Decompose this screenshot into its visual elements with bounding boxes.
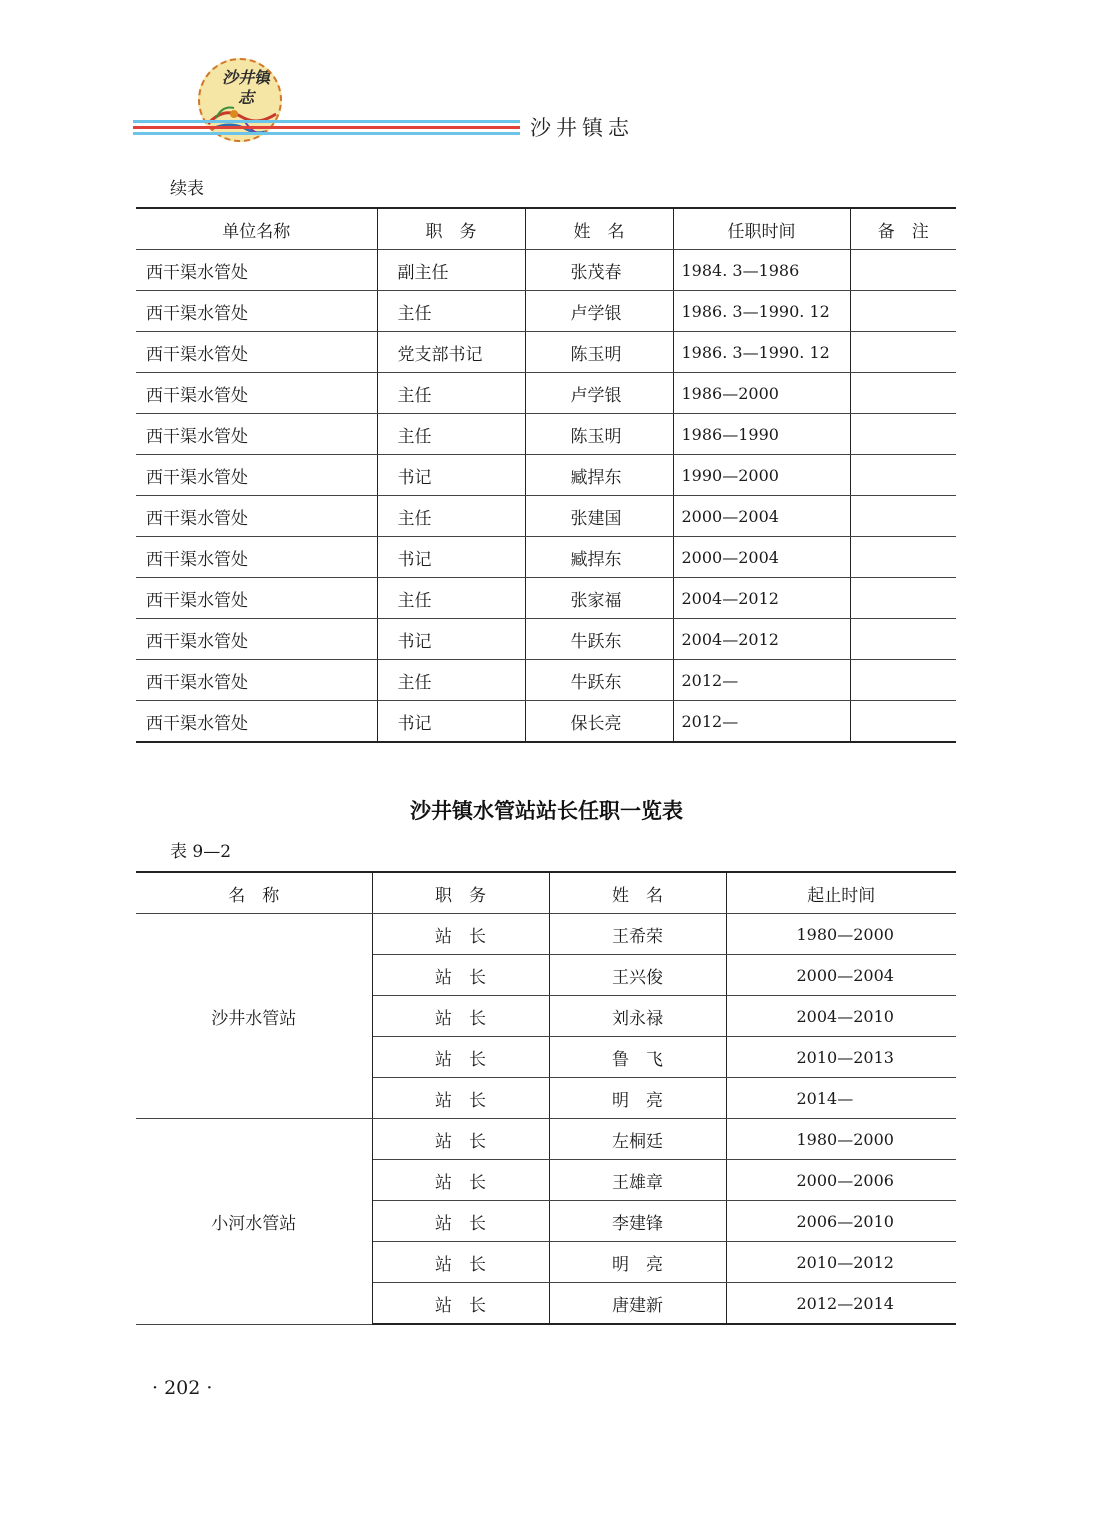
table-cell: 1986. 3—1990. 12	[673, 291, 850, 332]
table-cell: 西干渠水管处	[136, 537, 377, 578]
table2-header-cell: 职 务	[372, 872, 549, 914]
table-row	[136, 914, 956, 955]
table1-header-cell: 姓 名	[525, 208, 673, 250]
table2-header-cell: 起止时间	[726, 872, 956, 914]
table2-caption: 表 9—2	[170, 842, 232, 862]
table-cell	[850, 373, 956, 414]
table-cell: 2014—	[726, 1078, 956, 1119]
table-cell: 2012—	[673, 660, 850, 701]
table-row	[136, 250, 956, 291]
table-cell: 站 长	[372, 1037, 549, 1078]
table-cell: 党支部书记	[377, 332, 525, 373]
table-cell: 2012—2014	[726, 1283, 956, 1325]
table-cell	[850, 537, 956, 578]
header-rule-blue	[133, 120, 520, 123]
table-cell: 书记	[377, 455, 525, 496]
table-cell: 陈玉明	[525, 414, 673, 455]
table-row	[136, 701, 956, 743]
table2-header-row	[136, 872, 956, 914]
table-cell	[850, 414, 956, 455]
table-cell: 牛跃东	[525, 619, 673, 660]
table-cell	[850, 455, 956, 496]
table-row	[136, 660, 956, 701]
logo-text: 沙井镇志	[221, 68, 270, 107]
table1	[136, 207, 956, 743]
table-cell: 2010—2012	[726, 1242, 956, 1283]
table-cell: 主任	[377, 578, 525, 619]
station-name-cell: 沙井水管站	[136, 914, 372, 1119]
table-cell: 1980—2000	[726, 914, 956, 955]
table-cell: 站 长	[372, 1078, 549, 1119]
table-cell: 卢学银	[525, 373, 673, 414]
table-cell: 1980—2000	[726, 1119, 956, 1160]
table-cell: 西干渠水管处	[136, 455, 377, 496]
table-cell: 站 长	[372, 1242, 549, 1283]
table-row	[136, 455, 956, 496]
table1-body	[136, 250, 956, 743]
table-cell: 臧捍东	[525, 455, 673, 496]
table1-caption: 续表	[170, 179, 204, 199]
table-cell: 1986—2000	[673, 373, 850, 414]
table-cell: 书记	[377, 537, 525, 578]
table-row	[136, 332, 956, 373]
table2-header-cell: 姓 名	[549, 872, 726, 914]
table1-header-cell: 备 注	[850, 208, 956, 250]
table-cell: 西干渠水管处	[136, 660, 377, 701]
table-cell: 保长亮	[525, 701, 673, 743]
table-row	[136, 619, 956, 660]
table-cell	[850, 291, 956, 332]
table-cell: 2000—2004	[726, 955, 956, 996]
page-number: · 202 ·	[152, 1377, 213, 1399]
table-cell: 李建锋	[549, 1201, 726, 1242]
table-row	[136, 291, 956, 332]
table-cell: 西干渠水管处	[136, 250, 377, 291]
table1-header-cell: 单位名称	[136, 208, 377, 250]
table-cell: 站 长	[372, 914, 549, 955]
table-cell: 王雄章	[549, 1160, 726, 1201]
table-cell: 西干渠水管处	[136, 496, 377, 537]
table2-body	[136, 914, 956, 1325]
logo	[198, 58, 282, 142]
table-row	[136, 578, 956, 619]
table-cell: 牛跃东	[525, 660, 673, 701]
table-cell: 主任	[377, 414, 525, 455]
station-name-cell: 小河水管站	[136, 1119, 372, 1325]
table1-header-row	[136, 208, 956, 250]
table-cell	[850, 496, 956, 537]
table-cell: 西干渠水管处	[136, 619, 377, 660]
table-cell: 站 长	[372, 955, 549, 996]
table-cell: 2004—2012	[673, 578, 850, 619]
table-cell: 2006—2010	[726, 1201, 956, 1242]
table-cell: 书记	[377, 619, 525, 660]
table-cell: 2004—2010	[726, 996, 956, 1037]
table-cell: 刘永禄	[549, 996, 726, 1037]
table-cell: 西干渠水管处	[136, 414, 377, 455]
table-cell: 主任	[377, 496, 525, 537]
table-cell: 2000—2004	[673, 496, 850, 537]
header-rule-blue-lower	[133, 132, 520, 135]
table-cell: 主任	[377, 373, 525, 414]
table-cell: 1984. 3—1986	[673, 250, 850, 291]
table-cell: 1986—1990	[673, 414, 850, 455]
table-cell: 明 亮	[549, 1078, 726, 1119]
table-cell	[850, 578, 956, 619]
table-cell: 左桐廷	[549, 1119, 726, 1160]
table-cell: 西干渠水管处	[136, 332, 377, 373]
table1-header-cell: 任职时间	[673, 208, 850, 250]
table-cell	[850, 619, 956, 660]
table2-header-cell: 名 称	[136, 872, 372, 914]
table-cell: 主任	[377, 660, 525, 701]
table-cell: 臧捍东	[525, 537, 673, 578]
table-cell	[850, 660, 956, 701]
table-row	[136, 414, 956, 455]
table-cell	[850, 250, 956, 291]
table-cell: 书记	[377, 701, 525, 743]
table-cell: 站 长	[372, 1201, 549, 1242]
page-header	[0, 0, 1093, 150]
table-cell: 明 亮	[549, 1242, 726, 1283]
table-cell: 2012—	[673, 701, 850, 743]
table-cell	[850, 332, 956, 373]
table-cell: 站 长	[372, 1283, 549, 1325]
table-cell: 2010—2013	[726, 1037, 956, 1078]
table-cell: 站 长	[372, 996, 549, 1037]
table-cell: 鲁 飞	[549, 1037, 726, 1078]
table-cell: 1986. 3—1990. 12	[673, 332, 850, 373]
table-cell: 西干渠水管处	[136, 701, 377, 743]
table-cell: 张茂春	[525, 250, 673, 291]
header-rule-red	[133, 126, 520, 129]
table-row	[136, 1119, 956, 1160]
table-cell: 张家福	[525, 578, 673, 619]
table-cell: 站 长	[372, 1119, 549, 1160]
table-cell: 西干渠水管处	[136, 291, 377, 332]
table-cell: 西干渠水管处	[136, 578, 377, 619]
table-row	[136, 496, 956, 537]
table-cell: 卢学银	[525, 291, 673, 332]
table-cell: 副主任	[377, 250, 525, 291]
table-cell: 2000—2004	[673, 537, 850, 578]
table-cell: 张建国	[525, 496, 673, 537]
table-cell: 站 长	[372, 1160, 549, 1201]
table-row	[136, 373, 956, 414]
table-cell: 1990—2000	[673, 455, 850, 496]
table1-header-cell: 职 务	[377, 208, 525, 250]
table2-title: 沙井镇水管站站长任职一览表	[410, 799, 683, 823]
table2	[136, 871, 956, 1325]
table-cell	[850, 701, 956, 743]
table-cell: 西干渠水管处	[136, 373, 377, 414]
table-cell: 王兴俊	[549, 955, 726, 996]
running-title: 沙井镇志	[530, 116, 634, 140]
table-cell: 2004—2012	[673, 619, 850, 660]
table-cell: 王希荣	[549, 914, 726, 955]
table-cell: 2000—2006	[726, 1160, 956, 1201]
table-cell: 主任	[377, 291, 525, 332]
table-cell: 唐建新	[549, 1283, 726, 1325]
table-row	[136, 537, 956, 578]
table-cell: 陈玉明	[525, 332, 673, 373]
